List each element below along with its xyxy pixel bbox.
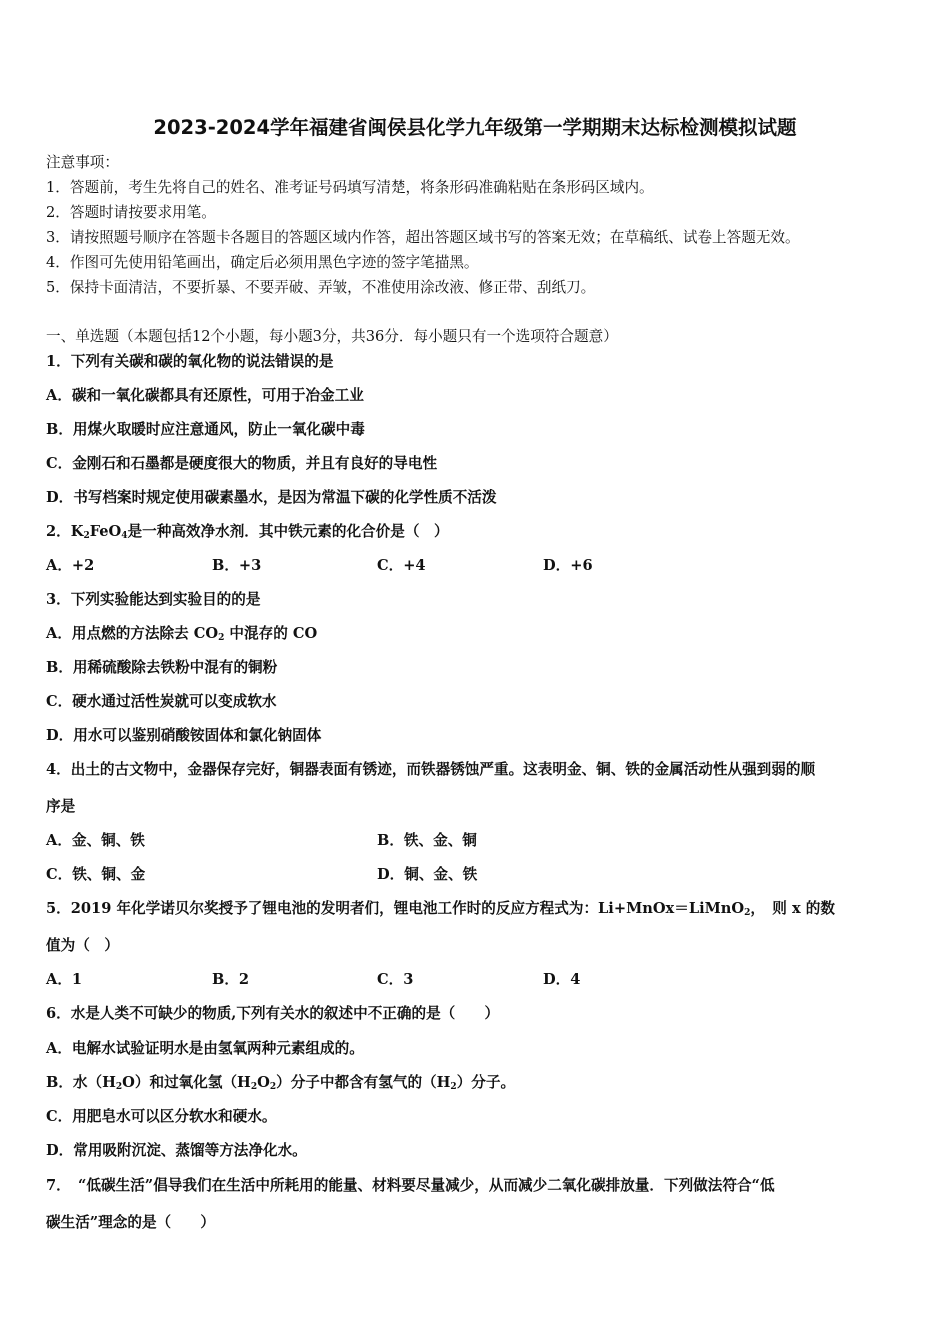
question-4-option-c: C．铁、铜、金 <box>46 866 146 883</box>
q2-formula-feo: FeO <box>89 523 122 540</box>
question-4-option-a: A．金、铜、铁 <box>46 832 145 849</box>
question-7-stem-line2: 碳生活”理念的是（ ） <box>46 1214 215 1231</box>
q6-b-part: O）和过氧化氢（H <box>122 1074 251 1091</box>
question-5-option-d: D．4 <box>543 971 581 988</box>
question-6-option-b <box>46 1073 515 1093</box>
q6-b-part: ）分子。 <box>456 1074 516 1091</box>
question-4-stem-line2: 序是 <box>46 798 76 815</box>
notice-heading: 注意事项： <box>46 154 119 171</box>
q5-stem-post: ， 则 x 的数 <box>750 900 835 917</box>
question-2-option-b: B．+3 <box>212 557 262 574</box>
q3-a-sub: 2 <box>218 633 225 643</box>
question-5-option-c: C．3 <box>377 971 414 988</box>
section-heading: 一、单选题（本题包括12个小题，每小题3分，共36分．每小题只有一个选项符合题意） <box>46 328 618 345</box>
question-4-option-b: B．铁、金、铜 <box>377 832 477 849</box>
question-5-stem-line2: 值为（ ） <box>46 937 119 954</box>
q6-b-sub: 2 <box>450 1082 457 1092</box>
question-1-stem: 1．下列有关碳和碳的氧化物的说法错误的是 <box>46 353 334 370</box>
question-6-option-d: D．常用吸附沉淀、蒸馏等方法净化水。 <box>46 1142 307 1159</box>
q2-formula-feo-sub: 4 <box>121 531 128 541</box>
notice-item: 4．作图可先使用铅笔画出，确定后必须用黑色字迹的签字笔描黑。 <box>46 254 479 271</box>
question-3-stem: 3．下列实验能达到实验目的的是 <box>46 591 261 608</box>
q3-a-post: 中混存的 CO <box>224 625 318 642</box>
question-6-option-c: C．用肥皂水可以区分软水和硬水。 <box>46 1108 277 1125</box>
question-5-option-a: A．1 <box>46 971 83 988</box>
question-1-option-b: B．用煤火取暖时应注意通风，防止一氧化碳中毒 <box>46 421 365 438</box>
q6-b-part: B．水（H <box>46 1074 116 1091</box>
question-4-stem-line1: 4．出土的古文物中，金器保存完好，铜器表面有锈迹，而铁器锈蚀严重。这表明金、铜、铁的金属活动性从强到弱的顺 <box>46 761 816 778</box>
question-3-option-c: C．硬水通过活性炭就可以变成软水 <box>46 693 277 710</box>
question-2-option-a: A．+2 <box>46 557 95 574</box>
question-3-option-b: B．用稀硫酸除去铁粉中混有的铜粉 <box>46 659 278 676</box>
q2-formula-k: K <box>70 523 84 540</box>
question-3-option-a <box>46 624 317 644</box>
notice-item: 5．保持卡面清洁，不要折暴、不要弄破、弄皱，不准使用涂改液、修正带、刮纸刀。 <box>46 279 596 296</box>
page-title: 2023-2024学年福建省闽侯县化学九年级第一学期期末达标检测模拟试题 <box>153 116 797 139</box>
question-2-option-d: D．+6 <box>543 557 593 574</box>
q5-stem-sub: 2 <box>744 908 751 918</box>
question-5-option-b: B．2 <box>212 971 250 988</box>
notice-item: 2．答题时请按要求用笔。 <box>46 204 216 221</box>
question-6-option-a: A．电解水试验证明水是由氢氧两种元素组成的。 <box>46 1040 364 1057</box>
q3-a-pre: A．用点燃的方法除去 CO <box>46 625 219 642</box>
q2-stem-rest: 是一种高效净水剂．其中铁元素的化合价是（ ） <box>127 523 449 540</box>
notice-item: 1．答题前，考生先将自己的姓名、准考证号码填写清楚，将条形码准确粘贴在条形码区域内。 <box>46 179 654 196</box>
question-7-stem-line1: 7． “低碳生活”倡导我们在生活中所耗用的能量、材料要尽量减少，从而减少二氧化碳排放量．下列做法符合“低 <box>46 1177 775 1194</box>
q6-b-sub: 2 <box>250 1082 258 1092</box>
question-1-option-c: C．金刚石和石墨都是硬度很大的物质，并且有良好的导电性 <box>46 455 438 472</box>
question-1-option-a: A．碳和一氧化碳都具有还原性，可用于冶金工业 <box>46 387 364 404</box>
notice-item: 3．请按照题号顺序在答题卡各题目的答题区域内作答，超出答题区域书写的答案无效；在草稿纸、试卷上答题无效。 <box>46 229 800 246</box>
q2-formula-k-sub: 2 <box>83 531 90 541</box>
q6-b-sub: 2 <box>115 1082 123 1092</box>
q6-b-part: ）分子中都含有氢气的（H <box>276 1074 451 1091</box>
q2-num: 2． <box>46 523 71 540</box>
question-6-stem: 6．水是人类不可缺少的物质,下列有关水的叙述中不正确的是（ ） <box>46 1005 500 1022</box>
question-4-option-d: D．铜、金、铁 <box>377 866 478 883</box>
question-3-option-d: D．用水可以鉴别硝酸铵固体和氯化钠固体 <box>46 727 322 744</box>
q6-b-sub: 2 <box>269 1082 277 1092</box>
q6-b-part: O <box>257 1074 270 1091</box>
question-2-option-c: C．+4 <box>377 557 426 574</box>
question-5-stem-line1 <box>46 899 835 919</box>
question-2-stem <box>46 522 449 542</box>
question-1-option-d: D．书写档案时规定使用碳素墨水，是因为常温下碳的化学性质不活泼 <box>46 489 497 506</box>
q5-stem-pre: 5．2019 年化学诺贝尔奖授予了锂电池的发明者们，锂电池工作时的反应方程式为：Li+MnOx＝LiMnO <box>46 900 745 917</box>
